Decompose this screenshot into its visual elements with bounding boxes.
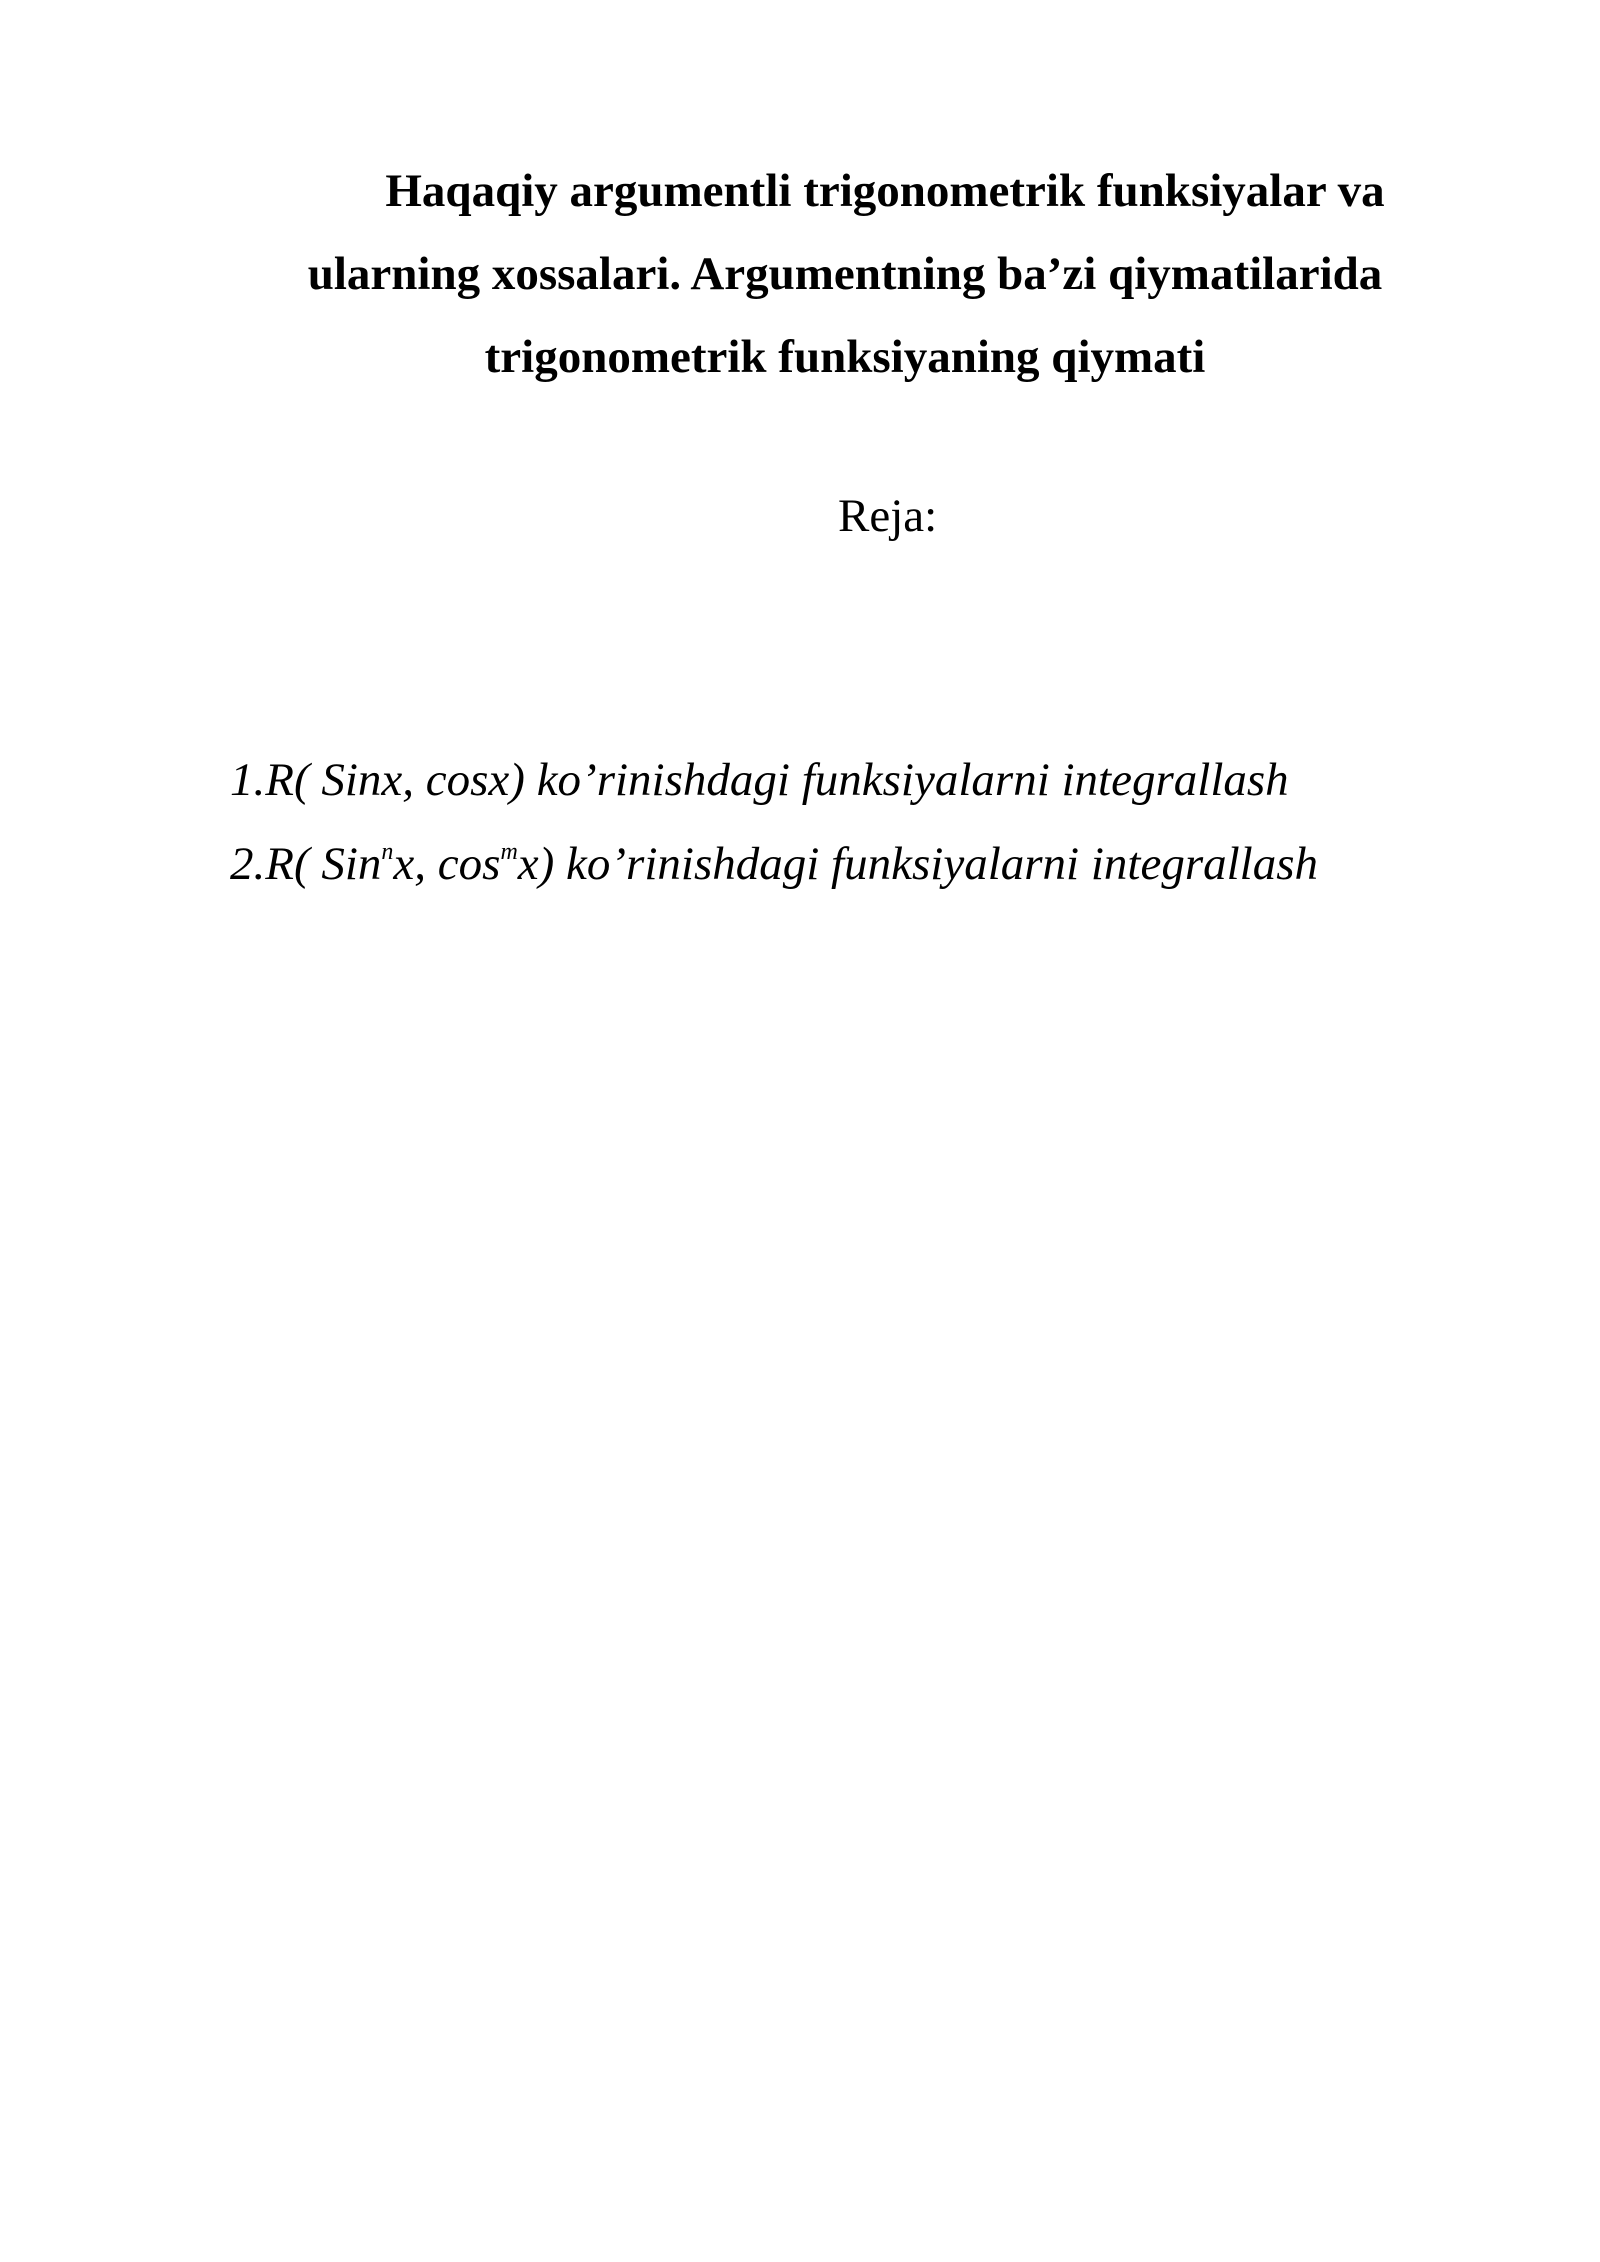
- plan-item-2: [230, 822, 1318, 906]
- title-line-3: trigonometrik funksiyaning qiymati: [484, 331, 1206, 383]
- plan-item-1: 1.R( Sinx, cosx) ko’rinishdagi funksiyalarni integrallash: [230, 754, 1289, 806]
- plan-heading: Reja:: [838, 490, 938, 542]
- title-line-1: Haqaqiy argumentli trigonometrik funksiyalar va: [385, 165, 1385, 217]
- title-line-2: ularning xossalari. Argumentning ba’zi qiymatilarida: [307, 248, 1383, 300]
- cos-exponent: m: [500, 839, 518, 865]
- document-title: [270, 150, 1420, 399]
- plan-item-2-prefix: 2.R( Sin: [230, 838, 382, 890]
- sin-exponent: n: [381, 839, 394, 865]
- plan-item-2-middle: x, cos: [393, 838, 501, 890]
- plan-list: [230, 738, 1318, 906]
- plan-item-2-suffix: x) ko’rinishdagi funksiyalarni integrallash: [517, 838, 1319, 890]
